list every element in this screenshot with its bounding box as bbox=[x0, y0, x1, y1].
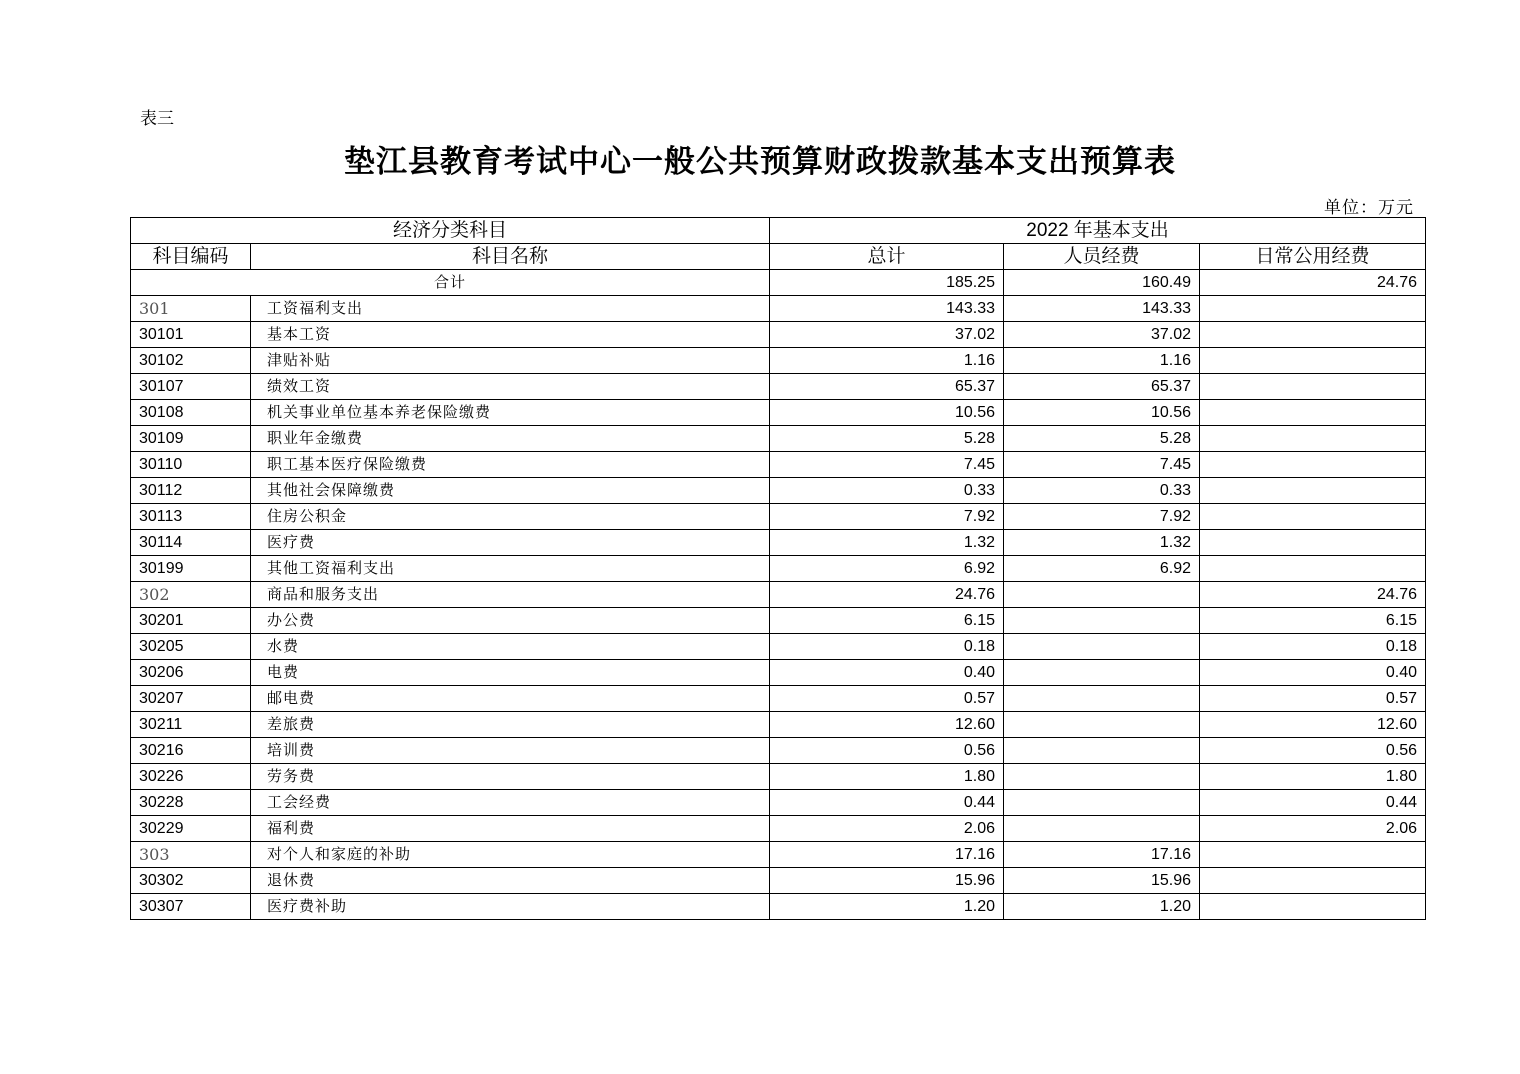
row-total: 7.92 bbox=[770, 504, 1004, 530]
row-personnel: 10.56 bbox=[1004, 400, 1200, 426]
row-personnel bbox=[1004, 686, 1200, 712]
table-row bbox=[131, 660, 1426, 686]
row-code: 30107 bbox=[131, 374, 251, 400]
unit-label: 单位：万元 bbox=[1324, 198, 1414, 218]
row-public: 0.44 bbox=[1200, 790, 1426, 816]
table-row bbox=[131, 764, 1426, 790]
row-personnel: 7.92 bbox=[1004, 504, 1200, 530]
table-row bbox=[131, 322, 1426, 348]
row-personnel: 1.20 bbox=[1004, 894, 1200, 920]
row-name: 劳务费 bbox=[251, 764, 770, 790]
row-code: 30307 bbox=[131, 894, 251, 920]
header-code: 科目编码 bbox=[131, 244, 251, 270]
row-code: 30207 bbox=[131, 686, 251, 712]
table-row bbox=[131, 712, 1426, 738]
row-name: 医疗费 bbox=[251, 530, 770, 556]
totals-personnel: 160.49 bbox=[1004, 270, 1200, 296]
row-total: 17.16 bbox=[770, 842, 1004, 868]
row-personnel bbox=[1004, 790, 1200, 816]
table-row bbox=[131, 842, 1426, 868]
row-total: 12.60 bbox=[770, 712, 1004, 738]
row-personnel: 6.92 bbox=[1004, 556, 1200, 582]
row-total: 5.28 bbox=[770, 426, 1004, 452]
row-personnel: 1.16 bbox=[1004, 348, 1200, 374]
row-public bbox=[1200, 504, 1426, 530]
totals-label: 合计 bbox=[131, 270, 770, 296]
row-public: 0.40 bbox=[1200, 660, 1426, 686]
row-name: 退休费 bbox=[251, 868, 770, 894]
row-total: 1.80 bbox=[770, 764, 1004, 790]
row-code: 30199 bbox=[131, 556, 251, 582]
row-public bbox=[1200, 426, 1426, 452]
row-name: 职工基本医疗保险缴费 bbox=[251, 452, 770, 478]
row-personnel: 143.33 bbox=[1004, 296, 1200, 322]
row-name: 机关事业单位基本养老保险缴费 bbox=[251, 400, 770, 426]
row-public bbox=[1200, 478, 1426, 504]
table-row bbox=[131, 790, 1426, 816]
row-code: 30206 bbox=[131, 660, 251, 686]
table-row bbox=[131, 686, 1426, 712]
row-personnel bbox=[1004, 712, 1200, 738]
row-personnel bbox=[1004, 608, 1200, 634]
row-name: 津贴补贴 bbox=[251, 348, 770, 374]
header-total: 总计 bbox=[770, 244, 1004, 270]
row-total: 15.96 bbox=[770, 868, 1004, 894]
row-name: 绩效工资 bbox=[251, 374, 770, 400]
row-public: 6.15 bbox=[1200, 608, 1426, 634]
budget-table-body bbox=[131, 218, 1426, 920]
row-name: 福利费 bbox=[251, 816, 770, 842]
row-name: 水费 bbox=[251, 634, 770, 660]
table-row bbox=[131, 582, 1426, 608]
row-total: 0.33 bbox=[770, 478, 1004, 504]
row-personnel bbox=[1004, 582, 1200, 608]
row-code: 30114 bbox=[131, 530, 251, 556]
row-total: 65.37 bbox=[770, 374, 1004, 400]
row-code: 303 bbox=[131, 842, 251, 868]
table-row bbox=[131, 452, 1426, 478]
table-row bbox=[131, 556, 1426, 582]
row-code: 30113 bbox=[131, 504, 251, 530]
row-public bbox=[1200, 894, 1426, 920]
row-name: 其他工资福利支出 bbox=[251, 556, 770, 582]
row-code: 30108 bbox=[131, 400, 251, 426]
row-public: 2.06 bbox=[1200, 816, 1426, 842]
row-personnel: 17.16 bbox=[1004, 842, 1200, 868]
row-name: 差旅费 bbox=[251, 712, 770, 738]
row-total: 0.40 bbox=[770, 660, 1004, 686]
totals-total: 185.25 bbox=[770, 270, 1004, 296]
budget-table bbox=[130, 217, 1426, 920]
row-name: 电费 bbox=[251, 660, 770, 686]
row-total: 6.92 bbox=[770, 556, 1004, 582]
row-public bbox=[1200, 868, 1426, 894]
row-total: 0.57 bbox=[770, 686, 1004, 712]
row-code: 30226 bbox=[131, 764, 251, 790]
row-total: 6.15 bbox=[770, 608, 1004, 634]
row-public bbox=[1200, 374, 1426, 400]
row-personnel bbox=[1004, 660, 1200, 686]
row-public bbox=[1200, 556, 1426, 582]
row-code: 30112 bbox=[131, 478, 251, 504]
row-public bbox=[1200, 322, 1426, 348]
row-total: 0.56 bbox=[770, 738, 1004, 764]
row-total: 24.76 bbox=[770, 582, 1004, 608]
table-row bbox=[131, 634, 1426, 660]
row-total: 0.44 bbox=[770, 790, 1004, 816]
header-name: 科目名称 bbox=[251, 244, 770, 270]
table-row bbox=[131, 348, 1426, 374]
row-total: 2.06 bbox=[770, 816, 1004, 842]
row-public bbox=[1200, 452, 1426, 478]
row-public: 1.80 bbox=[1200, 764, 1426, 790]
row-public bbox=[1200, 296, 1426, 322]
row-public bbox=[1200, 530, 1426, 556]
table-row bbox=[131, 816, 1426, 842]
row-name: 住房公积金 bbox=[251, 504, 770, 530]
row-personnel bbox=[1004, 738, 1200, 764]
row-code: 30102 bbox=[131, 348, 251, 374]
row-personnel bbox=[1004, 764, 1200, 790]
row-public: 0.56 bbox=[1200, 738, 1426, 764]
row-total: 0.18 bbox=[770, 634, 1004, 660]
row-total: 7.45 bbox=[770, 452, 1004, 478]
table-row bbox=[131, 868, 1426, 894]
row-name: 对个人和家庭的补助 bbox=[251, 842, 770, 868]
table-row bbox=[131, 400, 1426, 426]
table-row bbox=[131, 894, 1426, 920]
header-public: 日常公用经费 bbox=[1200, 244, 1426, 270]
row-personnel: 7.45 bbox=[1004, 452, 1200, 478]
table-row bbox=[131, 478, 1426, 504]
table-row bbox=[131, 426, 1426, 452]
row-code: 302 bbox=[131, 582, 251, 608]
row-code: 30110 bbox=[131, 452, 251, 478]
row-total: 37.02 bbox=[770, 322, 1004, 348]
row-code: 30228 bbox=[131, 790, 251, 816]
table-row bbox=[131, 738, 1426, 764]
row-code: 30201 bbox=[131, 608, 251, 634]
table-row bbox=[131, 530, 1426, 556]
row-name: 职业年金缴费 bbox=[251, 426, 770, 452]
page-title: 垫江县教育考试中心一般公共预算财政拨款基本支出预算表 bbox=[344, 144, 1176, 180]
table-label: 表三 bbox=[140, 109, 174, 129]
row-total: 1.16 bbox=[770, 348, 1004, 374]
totals-public: 24.76 bbox=[1200, 270, 1426, 296]
row-name: 商品和服务支出 bbox=[251, 582, 770, 608]
row-code: 30229 bbox=[131, 816, 251, 842]
row-public: 24.76 bbox=[1200, 582, 1426, 608]
table-row bbox=[131, 374, 1426, 400]
row-name: 基本工资 bbox=[251, 322, 770, 348]
row-code: 30101 bbox=[131, 322, 251, 348]
row-name: 培训费 bbox=[251, 738, 770, 764]
row-personnel: 37.02 bbox=[1004, 322, 1200, 348]
row-personnel: 65.37 bbox=[1004, 374, 1200, 400]
table-row bbox=[131, 504, 1426, 530]
row-personnel: 1.32 bbox=[1004, 530, 1200, 556]
row-public: 12.60 bbox=[1200, 712, 1426, 738]
row-code: 30216 bbox=[131, 738, 251, 764]
row-code: 30211 bbox=[131, 712, 251, 738]
row-personnel: 15.96 bbox=[1004, 868, 1200, 894]
header-personnel: 人员经费 bbox=[1004, 244, 1200, 270]
row-code: 30109 bbox=[131, 426, 251, 452]
row-name: 邮电费 bbox=[251, 686, 770, 712]
row-public: 0.18 bbox=[1200, 634, 1426, 660]
header-basic-expenditure: 2022 年基本支出 bbox=[770, 218, 1426, 244]
row-public bbox=[1200, 400, 1426, 426]
row-personnel bbox=[1004, 634, 1200, 660]
row-code: 30302 bbox=[131, 868, 251, 894]
row-public bbox=[1200, 842, 1426, 868]
table-row bbox=[131, 296, 1426, 322]
row-total: 143.33 bbox=[770, 296, 1004, 322]
row-name: 工会经费 bbox=[251, 790, 770, 816]
header-row-group bbox=[131, 218, 1426, 244]
row-code: 30205 bbox=[131, 634, 251, 660]
totals-row bbox=[131, 270, 1426, 296]
row-name: 工资福利支出 bbox=[251, 296, 770, 322]
row-name: 其他社会保障缴费 bbox=[251, 478, 770, 504]
row-personnel: 5.28 bbox=[1004, 426, 1200, 452]
row-personnel bbox=[1004, 816, 1200, 842]
row-code: 301 bbox=[131, 296, 251, 322]
row-public bbox=[1200, 348, 1426, 374]
row-name: 医疗费补助 bbox=[251, 894, 770, 920]
row-public: 0.57 bbox=[1200, 686, 1426, 712]
row-name: 办公费 bbox=[251, 608, 770, 634]
header-row-columns bbox=[131, 244, 1426, 270]
row-total: 1.20 bbox=[770, 894, 1004, 920]
row-total: 10.56 bbox=[770, 400, 1004, 426]
row-personnel: 0.33 bbox=[1004, 478, 1200, 504]
row-total: 1.32 bbox=[770, 530, 1004, 556]
header-economic-category: 经济分类科目 bbox=[131, 218, 770, 244]
table-row bbox=[131, 608, 1426, 634]
